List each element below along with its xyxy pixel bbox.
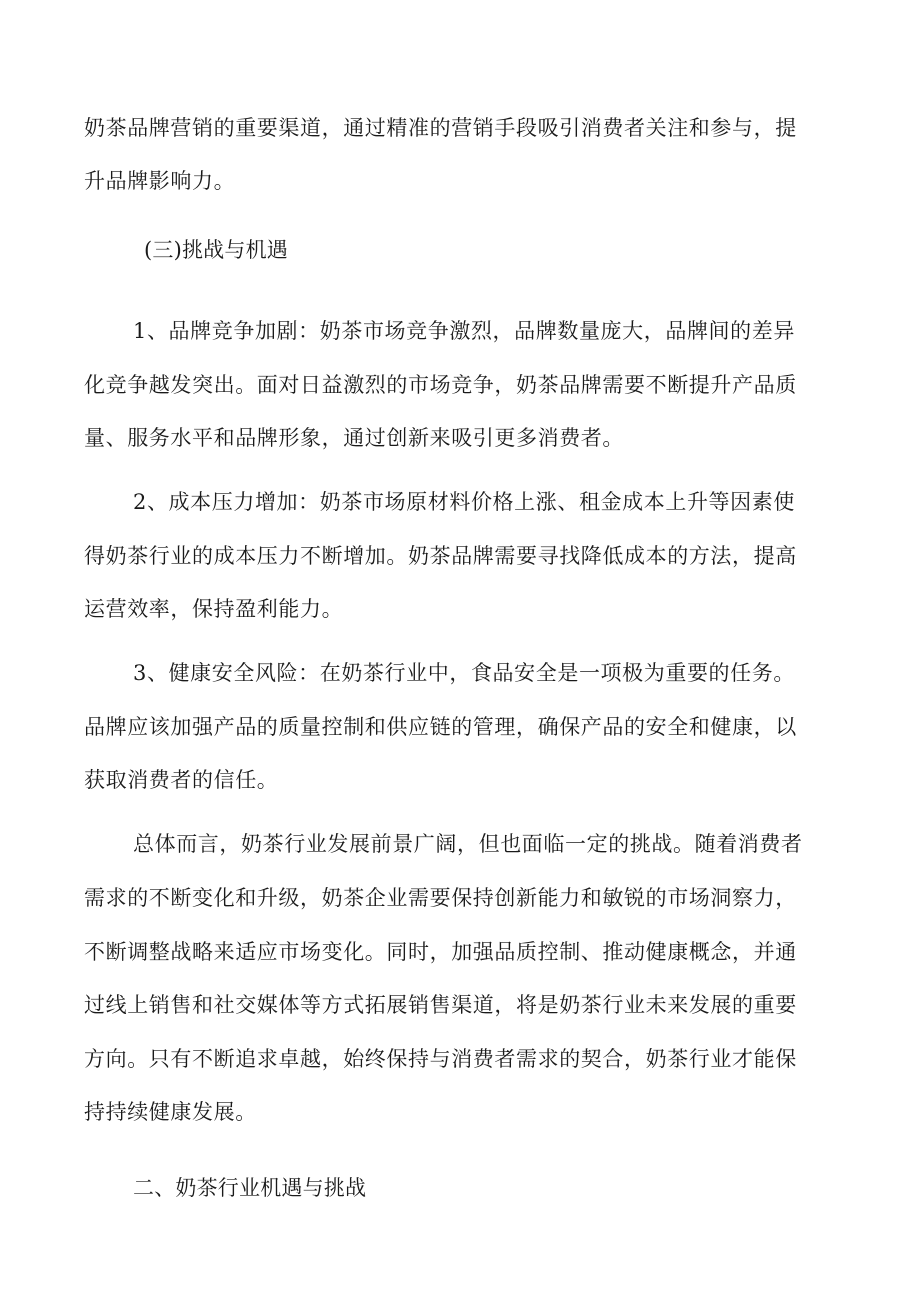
- paragraph-line: 品牌应该加强产品的质量控制和供应链的管理，确保产品的安全和健康，以: [84, 715, 797, 739]
- paragraph-line: 运营效率，保持盈利能力。: [84, 597, 344, 621]
- paragraph-line: 方向。只有不断追求卓越，始终保持与消费者需求的契合，奶茶行业才能保: [84, 1047, 797, 1071]
- paragraph-line: 过线上销售和社交媒体等方式拓展销售渠道，将是奶茶行业未来发展的重要: [84, 993, 797, 1017]
- section-heading: (三)挑战与机遇: [144, 238, 288, 262]
- paragraph-line: 奶茶品牌营销的重要渠道，通过精准的营销手段吸引消费者关注和参与，提: [84, 116, 797, 140]
- paragraph-line: 升品牌影响力。: [84, 169, 236, 193]
- paragraph-line: 不断调整战略来适应市场变化。同时，加强品质控制、推动健康概念，并通: [84, 940, 797, 964]
- paragraph-line: 持持续健康发展。: [84, 1100, 257, 1124]
- paragraph-line: 需求的不断变化和升级，奶茶企业需要保持创新能力和敏锐的市场洞察力，: [84, 886, 797, 910]
- paragraph-line: 得奶茶行业的成本压力不断增加。奶茶品牌需要寻找降低成本的方法，提高: [84, 544, 797, 568]
- paragraph-line: 3、健康安全风险：在奶茶行业中，食品安全是一项极为重要的任务。: [133, 661, 795, 685]
- paragraph-line: 2、成本压力增加：奶茶市场原材料价格上涨、租金成本上升等因素使: [133, 490, 795, 514]
- paragraph-line: 总体而言，奶茶行业发展前景广阔，但也面临一定的挑战。随着消费者: [133, 832, 803, 856]
- paragraph-line: 化竞争越发突出。面对日益激烈的市场竞争，奶茶品牌需要不断提升产品质: [84, 373, 797, 397]
- chapter-heading: 二、奶茶行业机遇与挑战: [133, 1176, 367, 1200]
- paragraph-line: 获取消费者的信任。: [84, 768, 279, 792]
- paragraph-line: 量、服务水平和品牌形象，通过创新来吸引更多消费者。: [84, 426, 624, 450]
- paragraph-line: 1、品牌竞争加剧：奶茶市场竞争激烈，品牌数量庞大，品牌间的差异: [133, 319, 795, 343]
